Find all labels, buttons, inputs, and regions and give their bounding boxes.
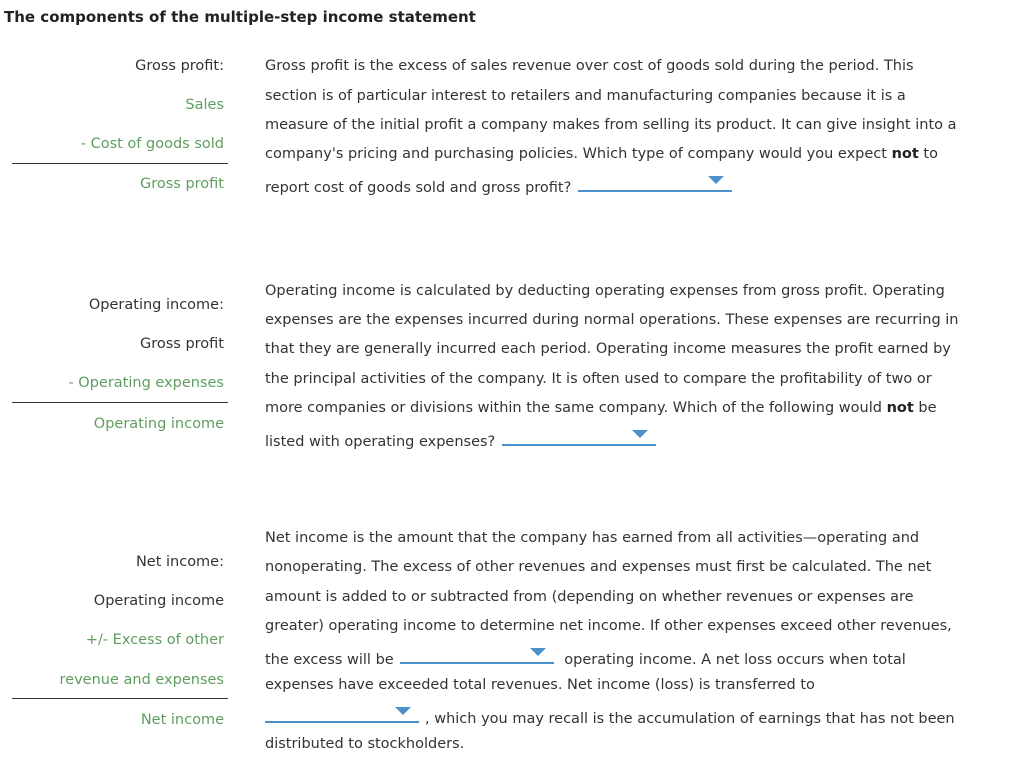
gross-text-line: measure of the initial profit a company makes from selling its product. It can give insight into a	[265, 117, 957, 133]
gross-question-text: to	[918, 146, 938, 162]
gross-text-line: section is of particular interest to retailers and manufacturing companies because it is a	[265, 88, 906, 104]
gross-text-line: Gross profit is the excess of sales revenue over cost of goods sold during the period. This	[265, 58, 914, 74]
net-text: the excess will be	[265, 652, 394, 668]
gross-profit-label: Gross profit	[139, 336, 224, 352]
excess-effect-dropdown[interactable]	[400, 648, 554, 664]
chevron-down-icon	[708, 176, 724, 184]
gross-profit-heading: Gross profit:	[135, 58, 224, 74]
chevron-down-icon	[395, 707, 411, 715]
excess-other-label-cont: revenue and expenses	[59, 672, 224, 688]
operating-income-result-label: Operating income	[93, 416, 224, 432]
gross-question-text: report cost of goods sold and gross profit?	[265, 180, 572, 196]
gross-text-line	[265, 176, 732, 196]
net-text: , which you may recall is the accumulation of earnings that has not been	[425, 711, 955, 727]
gross-text-line	[265, 146, 938, 162]
operating-expense-dropdown[interactable]	[502, 430, 656, 446]
operating-text-line	[265, 400, 937, 416]
divider	[12, 402, 228, 403]
net-text-line: distributed to stockholders.	[265, 736, 465, 752]
operating-text-line: the principal activities of the company. It is often used to compare the profitability of two or	[265, 371, 932, 387]
net-text: operating income. A net loss occurs when total	[564, 652, 906, 668]
net-text-line: expenses have exceeded total revenues. Net income (loss) is transferred to	[265, 677, 815, 693]
operating-income-label: Operating income	[93, 593, 224, 609]
cogs-label: - Cost of goods sold	[80, 136, 224, 152]
chevron-down-icon	[632, 430, 648, 438]
emphasis-not: not	[886, 400, 914, 416]
operating-expenses-label: - Operating expenses	[68, 375, 224, 391]
transfer-account-dropdown[interactable]	[265, 707, 419, 723]
divider	[12, 163, 228, 164]
company-type-dropdown[interactable]	[578, 176, 732, 192]
page-title: The components of the multiple-step income statement	[4, 8, 476, 26]
net-text-line	[265, 648, 906, 668]
operating-text-line	[265, 430, 656, 450]
net-income-heading: Net income:	[135, 554, 224, 570]
net-text-line: greater) operating income to determine net income. If other expenses exceed other revenues,	[265, 618, 952, 634]
net-text-line: amount is added to or subtracted from (depending on whether revenues or expenses are	[265, 589, 914, 605]
operating-question-text: be	[913, 400, 937, 416]
chevron-down-icon	[530, 648, 546, 656]
gross-profit-result-label: Gross profit	[139, 176, 224, 192]
net-text-line: nonoperating. The excess of other revenues and expenses must first be calculated. The net	[265, 559, 932, 575]
gross-question-text: company's pricing and purchasing policies. Which type of company would you expect	[265, 146, 892, 162]
net-income-result-label: Net income	[140, 712, 224, 728]
net-text-line: Net income is the amount that the company has earned from all activities—operating and	[265, 530, 920, 546]
net-text-line	[265, 707, 955, 727]
divider	[12, 698, 228, 699]
excess-other-label: +/- Excess of other	[85, 632, 224, 648]
operating-question-text: listed with operating expenses?	[265, 434, 496, 450]
operating-text-line: Operating income is calculated by deducting operating expenses from gross profit. Operating	[265, 283, 945, 299]
operating-question-text: more companies or divisions within the same company. Which of the following would	[265, 400, 887, 416]
operating-income-heading: Operating income:	[88, 297, 224, 313]
emphasis-not: not	[891, 146, 919, 162]
sales-label: Sales	[185, 97, 224, 113]
operating-text-line: expenses are the expenses incurred during normal operations. These expenses are recurring in	[265, 312, 959, 328]
operating-text-line: that they are generally incurred each period. Operating income measures the profit earned by	[265, 341, 951, 357]
